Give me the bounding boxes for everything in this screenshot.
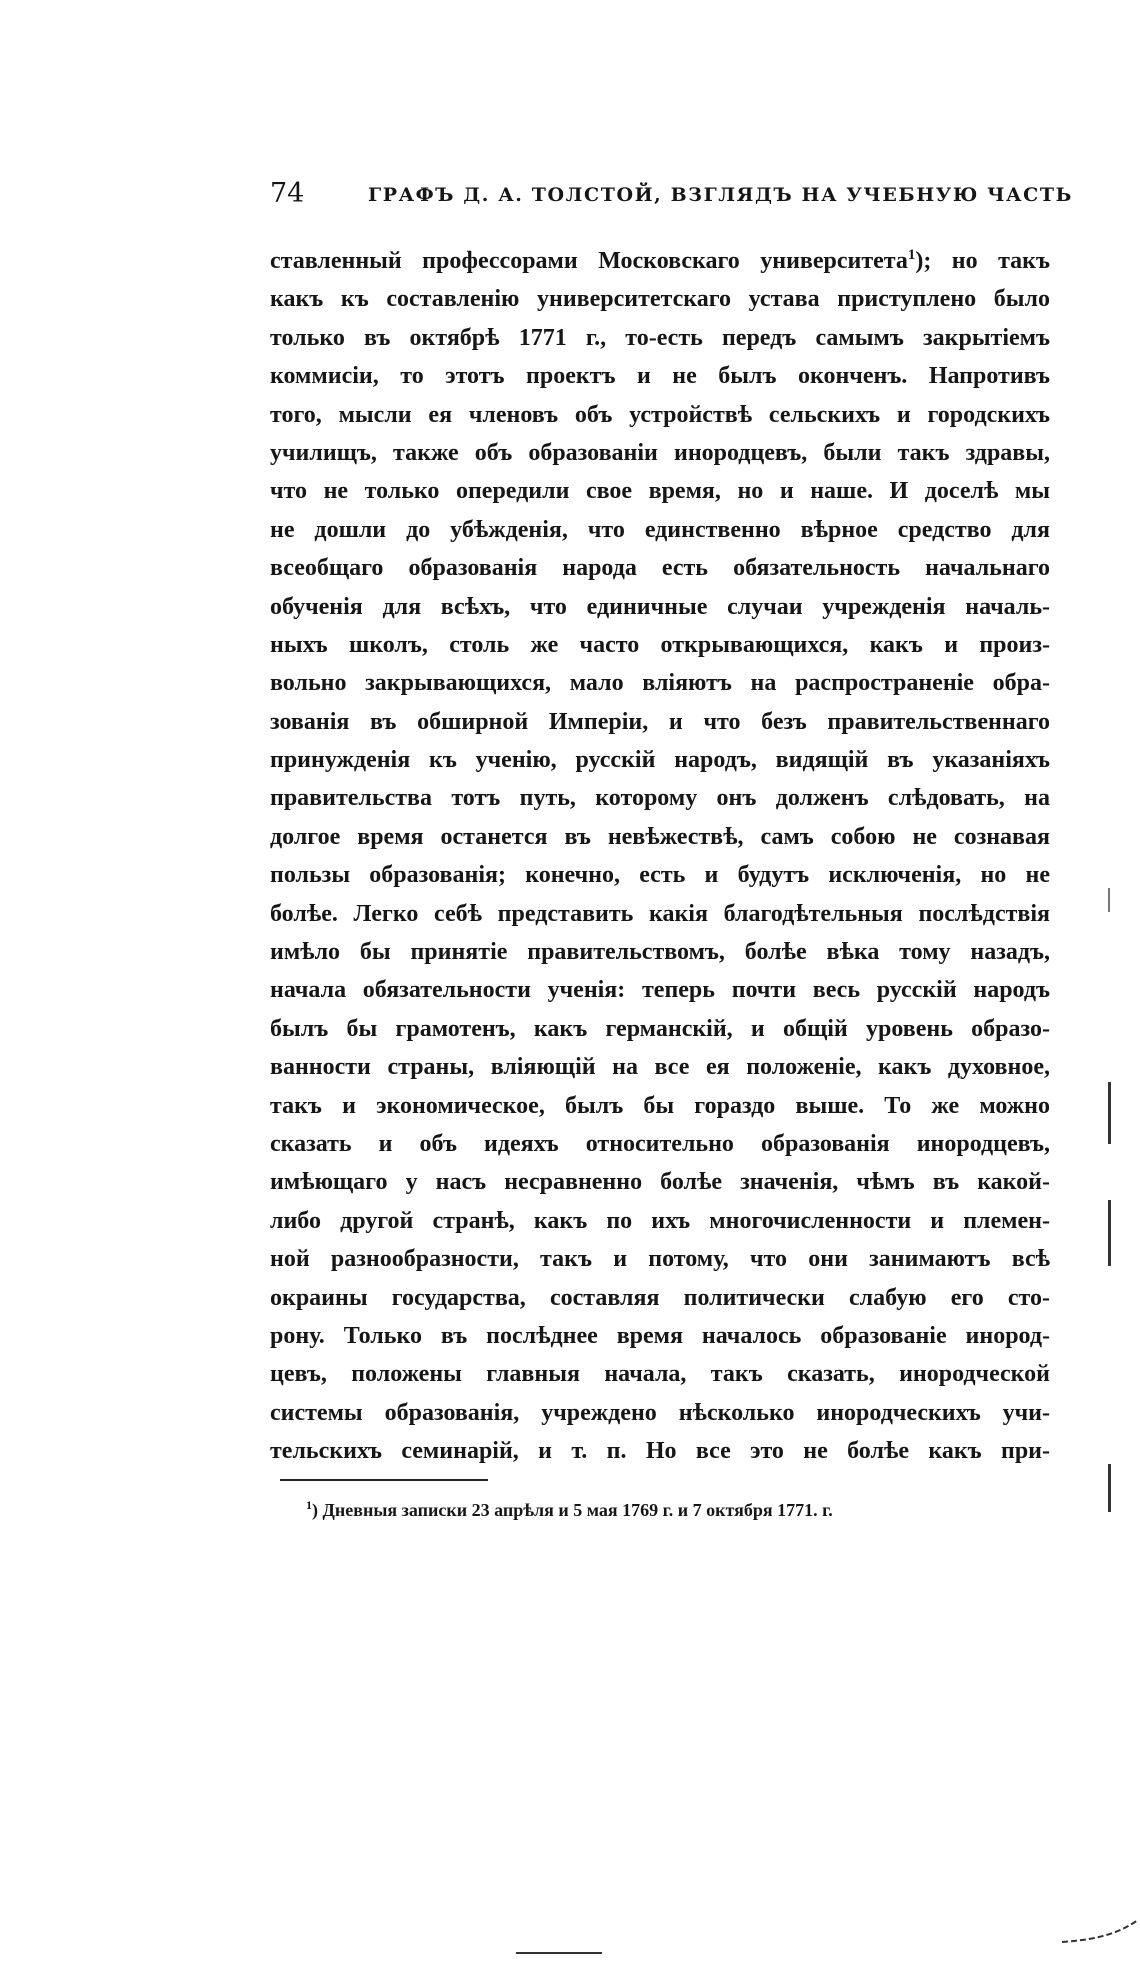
scan-artifact — [516, 1952, 602, 1954]
scan-artifact — [1108, 1464, 1111, 1512]
text-line: ванности страны, вліяющій на все ея положеніе, какъ духовное, — [270, 1054, 1050, 1081]
text-line: болѣе. Легко себѣ представить какія благодѣтельныя послѣдствія — [270, 900, 1050, 927]
text-line: не дошли до убѣжденія, что единственно вѣрное средство для — [270, 516, 1050, 543]
text-line: какъ къ составленію университетскаго устава приступлено было — [270, 286, 1050, 313]
text-line: рону. Только въ послѣднее время началось образованіе инород- — [270, 1322, 1050, 1349]
scan-artifact — [1108, 1082, 1111, 1144]
text-line: коммисіи, то этотъ проектъ и не былъ оконченъ. Напротивъ — [270, 363, 1050, 390]
text-line: долгое время останется въ невѣжествѣ, самъ собою не сознавая — [270, 823, 1050, 850]
text-line: ныхъ школъ, столь же часто открывающихся, какъ и произ- — [270, 631, 1050, 658]
text-line: либо другой странѣ, какъ по ихъ многочисленности и племен- — [270, 1207, 1050, 1234]
text-line: пользы образованія; конечно, есть и будутъ исключенія, но не — [270, 862, 1050, 889]
text-line: системы образованія, учреждено нѣсколько инородческихъ учи- — [270, 1399, 1050, 1426]
footnote-reference[interactable]: 1 — [907, 247, 916, 263]
text-line: сказать и объ идеяхъ относительно образованія инородцевъ, — [270, 1130, 1050, 1157]
footnote-marker: 1 — [306, 1498, 312, 1512]
page-number: 74 — [270, 178, 305, 209]
scan-artifact — [1108, 888, 1110, 912]
text-line: что не только опередили свое время, но и наше. И доселѣ мы — [270, 478, 1050, 505]
footnote-divider — [280, 1479, 488, 1481]
scan-artifact — [1108, 1200, 1111, 1266]
text-line: принужденія къ ученію, русскій народъ, видящій въ указаніяхъ — [270, 747, 1050, 774]
text-line: имѣющаго у насъ несравненно болѣе значенія, чѣмъ въ какой- — [270, 1169, 1050, 1196]
text-line: того, мысли ея членовъ объ устройствѣ сельскихъ и городскихъ — [270, 401, 1050, 428]
text-line: только въ октябрѣ 1771 г., то-есть передъ самымъ закрытіемъ — [270, 324, 1050, 351]
text-line-tail: ); но такъ — [915, 248, 1050, 274]
text-line: ной разнообразности, такъ и потому, что они занимаютъ всѣ — [270, 1246, 1050, 1273]
scan-artifact — [1060, 1916, 1140, 1946]
text-line: обученія для всѣхъ, что единичные случаи учрежденія началь- — [270, 593, 1050, 620]
text-line: правительства тотъ путь, которому онъ долженъ слѣдовать, на — [270, 785, 1050, 812]
body-text — [270, 242, 1050, 1471]
text-line: такъ и экономическое, былъ бы гораздо выше. То же можно — [270, 1092, 1050, 1119]
text-line: вольно закрывающихся, мало вліяютъ на распространеніе обра- — [270, 670, 1050, 697]
text-line: цевъ, положены главныя начала, такъ сказать, инородческой — [270, 1361, 1050, 1388]
text-line — [270, 242, 1050, 280]
text-line: всеобщаго образованія народа есть обязательность начальнаго — [270, 555, 1050, 582]
footnote-text: ) Дневныя записки 23 апрѣля и 5 мая 1769 г. и 7 октября 1771. г. — [312, 1500, 833, 1520]
text-line: былъ бы грамотенъ, какъ германскій, и общій уровень образо- — [270, 1015, 1050, 1042]
text-line: имѣло бы принятіе правительствомъ, болѣе вѣка тому назадъ, — [270, 939, 1050, 966]
text-line: зованія въ обширной Имперіи, и что безъ правительственнаго — [270, 708, 1050, 735]
page-header — [270, 176, 1073, 216]
text-line: училищъ, также объ образованіи инородцевъ, были такъ здравы, — [270, 439, 1050, 466]
text-line: тельскихъ семинарій, и т. п. Но все это не болѣе какъ при- — [270, 1438, 1050, 1465]
running-head: ГРАФЪ Д. А. ТОЛСТОЙ, ВЗГЛЯДЪ НА УЧЕБНУЮ ЧАСТЬ — [368, 184, 1073, 206]
text-line-content: ставленный профессорами Московскаго университета — [270, 248, 908, 274]
text-line: начала обязательности ученія: теперь почти весь русскій народъ — [270, 977, 1050, 1004]
footnote — [306, 1496, 833, 1524]
text-line: окраины государства, составляя политически слабую его сто- — [270, 1284, 1050, 1311]
